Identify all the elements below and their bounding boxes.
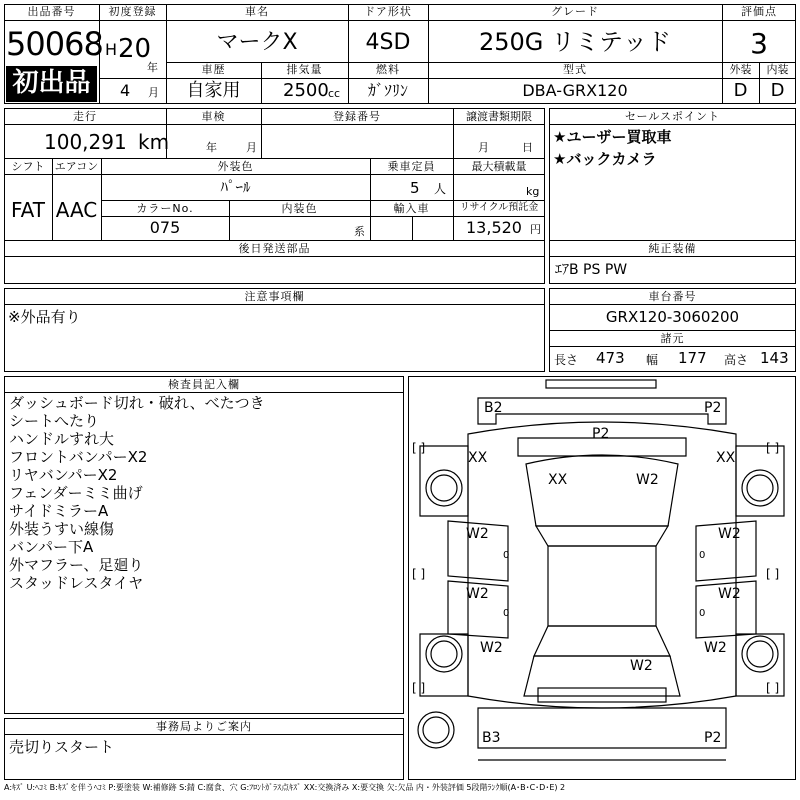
mark-xx-left-fender: XX [468, 450, 488, 466]
history: 自家用 [186, 80, 241, 101]
transfer-deadline-label: 譲渡書類期限 [466, 110, 532, 123]
windscreen [536, 526, 668, 546]
era: H [105, 40, 118, 59]
model-label: 型式 [563, 63, 587, 76]
right-front-bracket: [ ] [766, 441, 780, 455]
svg-text:0: 0 [699, 550, 706, 561]
equipment: ｴｱB PS PW [555, 262, 628, 278]
sales-point-label: セールスポイント [624, 110, 720, 123]
capacity: 5 [410, 179, 420, 197]
inspector-item: ダッシュボード切れ・破れ、べたつき [9, 394, 265, 412]
mark-b2: B2 [484, 400, 503, 416]
office-notice: 売切りスタート [9, 738, 115, 756]
mark-w2-right-rear-door: W2 [718, 586, 741, 602]
model: DBA-GRX120 [522, 81, 628, 100]
mark-w2-right-quarter: W2 [704, 640, 727, 656]
import-car-label: 輸入車 [393, 202, 430, 215]
width-label: 幅 [646, 353, 659, 367]
mileage: 100,291 [44, 130, 127, 154]
interior-color-unit: 系 [354, 225, 365, 238]
first-registration-label: 初度登録 [108, 5, 157, 18]
grade: 250G リミテッド [478, 28, 672, 56]
mark-p2-front: P2 [592, 426, 610, 442]
rear-glass [534, 626, 670, 656]
right-rear-bracket: [ ] [766, 681, 780, 695]
later-parts-label: 後日発送部品 [238, 242, 311, 255]
left-rear-bracket: [ ] [412, 681, 426, 695]
notes-label: 注意事項欄 [244, 290, 305, 303]
trunk-outline [524, 656, 680, 696]
inspection-month-unit: 月 [246, 141, 257, 154]
inspector-item: 外マフラー、足廻り [9, 556, 144, 574]
inspector-item: ハンドルすれ大 [9, 430, 115, 448]
transfer-month-unit: 月 [478, 141, 489, 154]
transfer-day-unit: 日 [522, 141, 533, 154]
office-label: 事務局よりご案内 [156, 720, 252, 733]
damage-legend: A:ｷｽﾞ U:ﾍｺﾐ B:ｷｽﾞを伴うﾍｺﾐ P:要塗装 W:補修跡 S:錆 C:腐食、穴 G:ﾌﾛﾝﾄｶﾞﾗｽ点ｷｽﾞ XX:交換済み X:要交換 欠:欠品 内・外装評価 5段階ﾗﾝｸ順(A･B･C･D･E) 2 [4, 783, 566, 792]
registration-month: 4 [120, 81, 131, 100]
equipment-label: 純正装備 [648, 242, 697, 255]
rear-bumper-outline [478, 708, 726, 748]
rear-plate-slot [538, 688, 666, 702]
shift: FAT [10, 198, 45, 222]
fuel-label: 燃料 [376, 63, 400, 76]
mark-w2-right-front-door: W2 [718, 526, 741, 542]
lot-number-label: 出品番号 [27, 5, 76, 18]
grade-label: グレード [551, 5, 599, 18]
sales-point-2: ★バックカメラ [553, 150, 657, 168]
capacity-unit: 人 [434, 182, 447, 196]
year-unit: 年 [147, 61, 158, 74]
mark-b3: B3 [482, 730, 501, 746]
car-diagram [408, 376, 796, 780]
inspector-item: 外装うすい線傷 [9, 520, 115, 538]
svg-text:0: 0 [503, 608, 510, 619]
color-number: 075 [149, 218, 181, 237]
exterior-color: ﾊﾟｰﾙ [220, 178, 251, 196]
exterior-grade-label: 外装 [729, 63, 752, 76]
left-front-bracket: [ ] [412, 441, 426, 455]
inspector-item: サイドミラーA [9, 502, 109, 520]
score: 3 [750, 27, 768, 60]
interior-grade-label: 内装 [766, 63, 789, 76]
interior-grade: D [770, 80, 785, 101]
left-mid-bracket: [ ] [412, 567, 426, 581]
left-rear-quarter [420, 634, 468, 696]
max-load-label: 最大積載量 [471, 160, 527, 173]
cc-unit: cc [328, 87, 341, 100]
aircon: AAC [55, 198, 98, 222]
month-unit: 月 [148, 86, 159, 99]
exterior-color-label: 外装色 [217, 160, 254, 173]
inspection-year-unit: 年 [206, 141, 217, 154]
capacity-label: 乗車定員 [387, 160, 436, 173]
chassis-number-label: 車台番号 [648, 290, 697, 303]
score-label: 評価点 [741, 5, 777, 18]
mark-w2-left-quarter: W2 [480, 640, 503, 656]
inspector-item: バンパー下A [9, 538, 94, 556]
shift-label: シフト [11, 160, 45, 173]
history-label: 車歴 [201, 63, 226, 76]
color-number-label: カラーNo. [136, 202, 194, 215]
car-name: マークX [216, 30, 298, 55]
mark-w2-left-rear-door: W2 [466, 586, 489, 602]
registration-number-label: 登録番号 [333, 110, 381, 123]
exterior-grade: D [733, 80, 748, 101]
lot-number: 50068 [6, 25, 103, 63]
fuel: ｶﾞｿﾘﾝ [367, 81, 408, 100]
height: 143 [760, 349, 789, 367]
width: 177 [678, 349, 707, 367]
height-label: 高さ [724, 353, 749, 367]
mileage-label: 走行 [73, 110, 97, 123]
km-unit: km [138, 130, 170, 154]
hood-outline [526, 455, 678, 526]
inspection-label: 車検 [201, 110, 226, 123]
mark-w2-trunk: W2 [630, 658, 653, 674]
front-plate-slot [546, 380, 656, 388]
mark-w2-left-front-door: W2 [466, 526, 489, 542]
mark-p2-rear-right: P2 [704, 730, 722, 746]
length: 473 [596, 349, 625, 367]
roof-outline [548, 546, 656, 626]
sales-point-1: ★ユーザー買取車 [553, 128, 672, 146]
notes: ※外品有り [8, 308, 81, 326]
inspector-item: フロントバンパーX2 [9, 448, 148, 466]
displacement: 2500 [283, 80, 329, 101]
inspector-item: フェンダーミミ曲げ [9, 484, 143, 502]
door-type: 4SD [365, 30, 411, 55]
chassis-number: GRX120-3060200 [605, 308, 740, 326]
recycle-deposit-label: リサイクル預託金 [459, 202, 539, 213]
length-label: 長さ [554, 353, 579, 367]
recycle-deposit: 13,520 [466, 218, 522, 237]
mark-xx-right-fender: XX [716, 450, 736, 466]
mark-xx-hood: XX [548, 472, 568, 488]
mark-w2-hood: W2 [636, 472, 659, 488]
inspector-item: スタッドレスタイヤ [9, 574, 144, 592]
aircon-label: エアコン [54, 160, 99, 173]
right-mid-bracket: [ ] [766, 567, 780, 581]
svg-text:0: 0 [503, 550, 510, 561]
inspector-item: リヤバンパーX2 [9, 466, 118, 484]
interior-color-label: 内装色 [281, 202, 318, 215]
kg-unit: kg [526, 185, 540, 198]
first-listing-text: 初出品 [12, 68, 91, 98]
inspector-item: シートへたり [9, 412, 100, 430]
dimensions-label: 諸元 [660, 332, 685, 345]
yen-unit: 円 [530, 223, 541, 236]
mark-p2-front-right: P2 [704, 400, 722, 416]
car-name-label: 車名 [245, 5, 269, 18]
front-bumper-outline [478, 398, 726, 424]
door-type-label: ドア形状 [364, 5, 412, 18]
inspector-label: 検査員記入欄 [168, 378, 240, 391]
displacement-label: 排気量 [286, 63, 323, 76]
svg-text:0: 0 [699, 608, 706, 619]
registration-year: 20 [118, 34, 152, 64]
